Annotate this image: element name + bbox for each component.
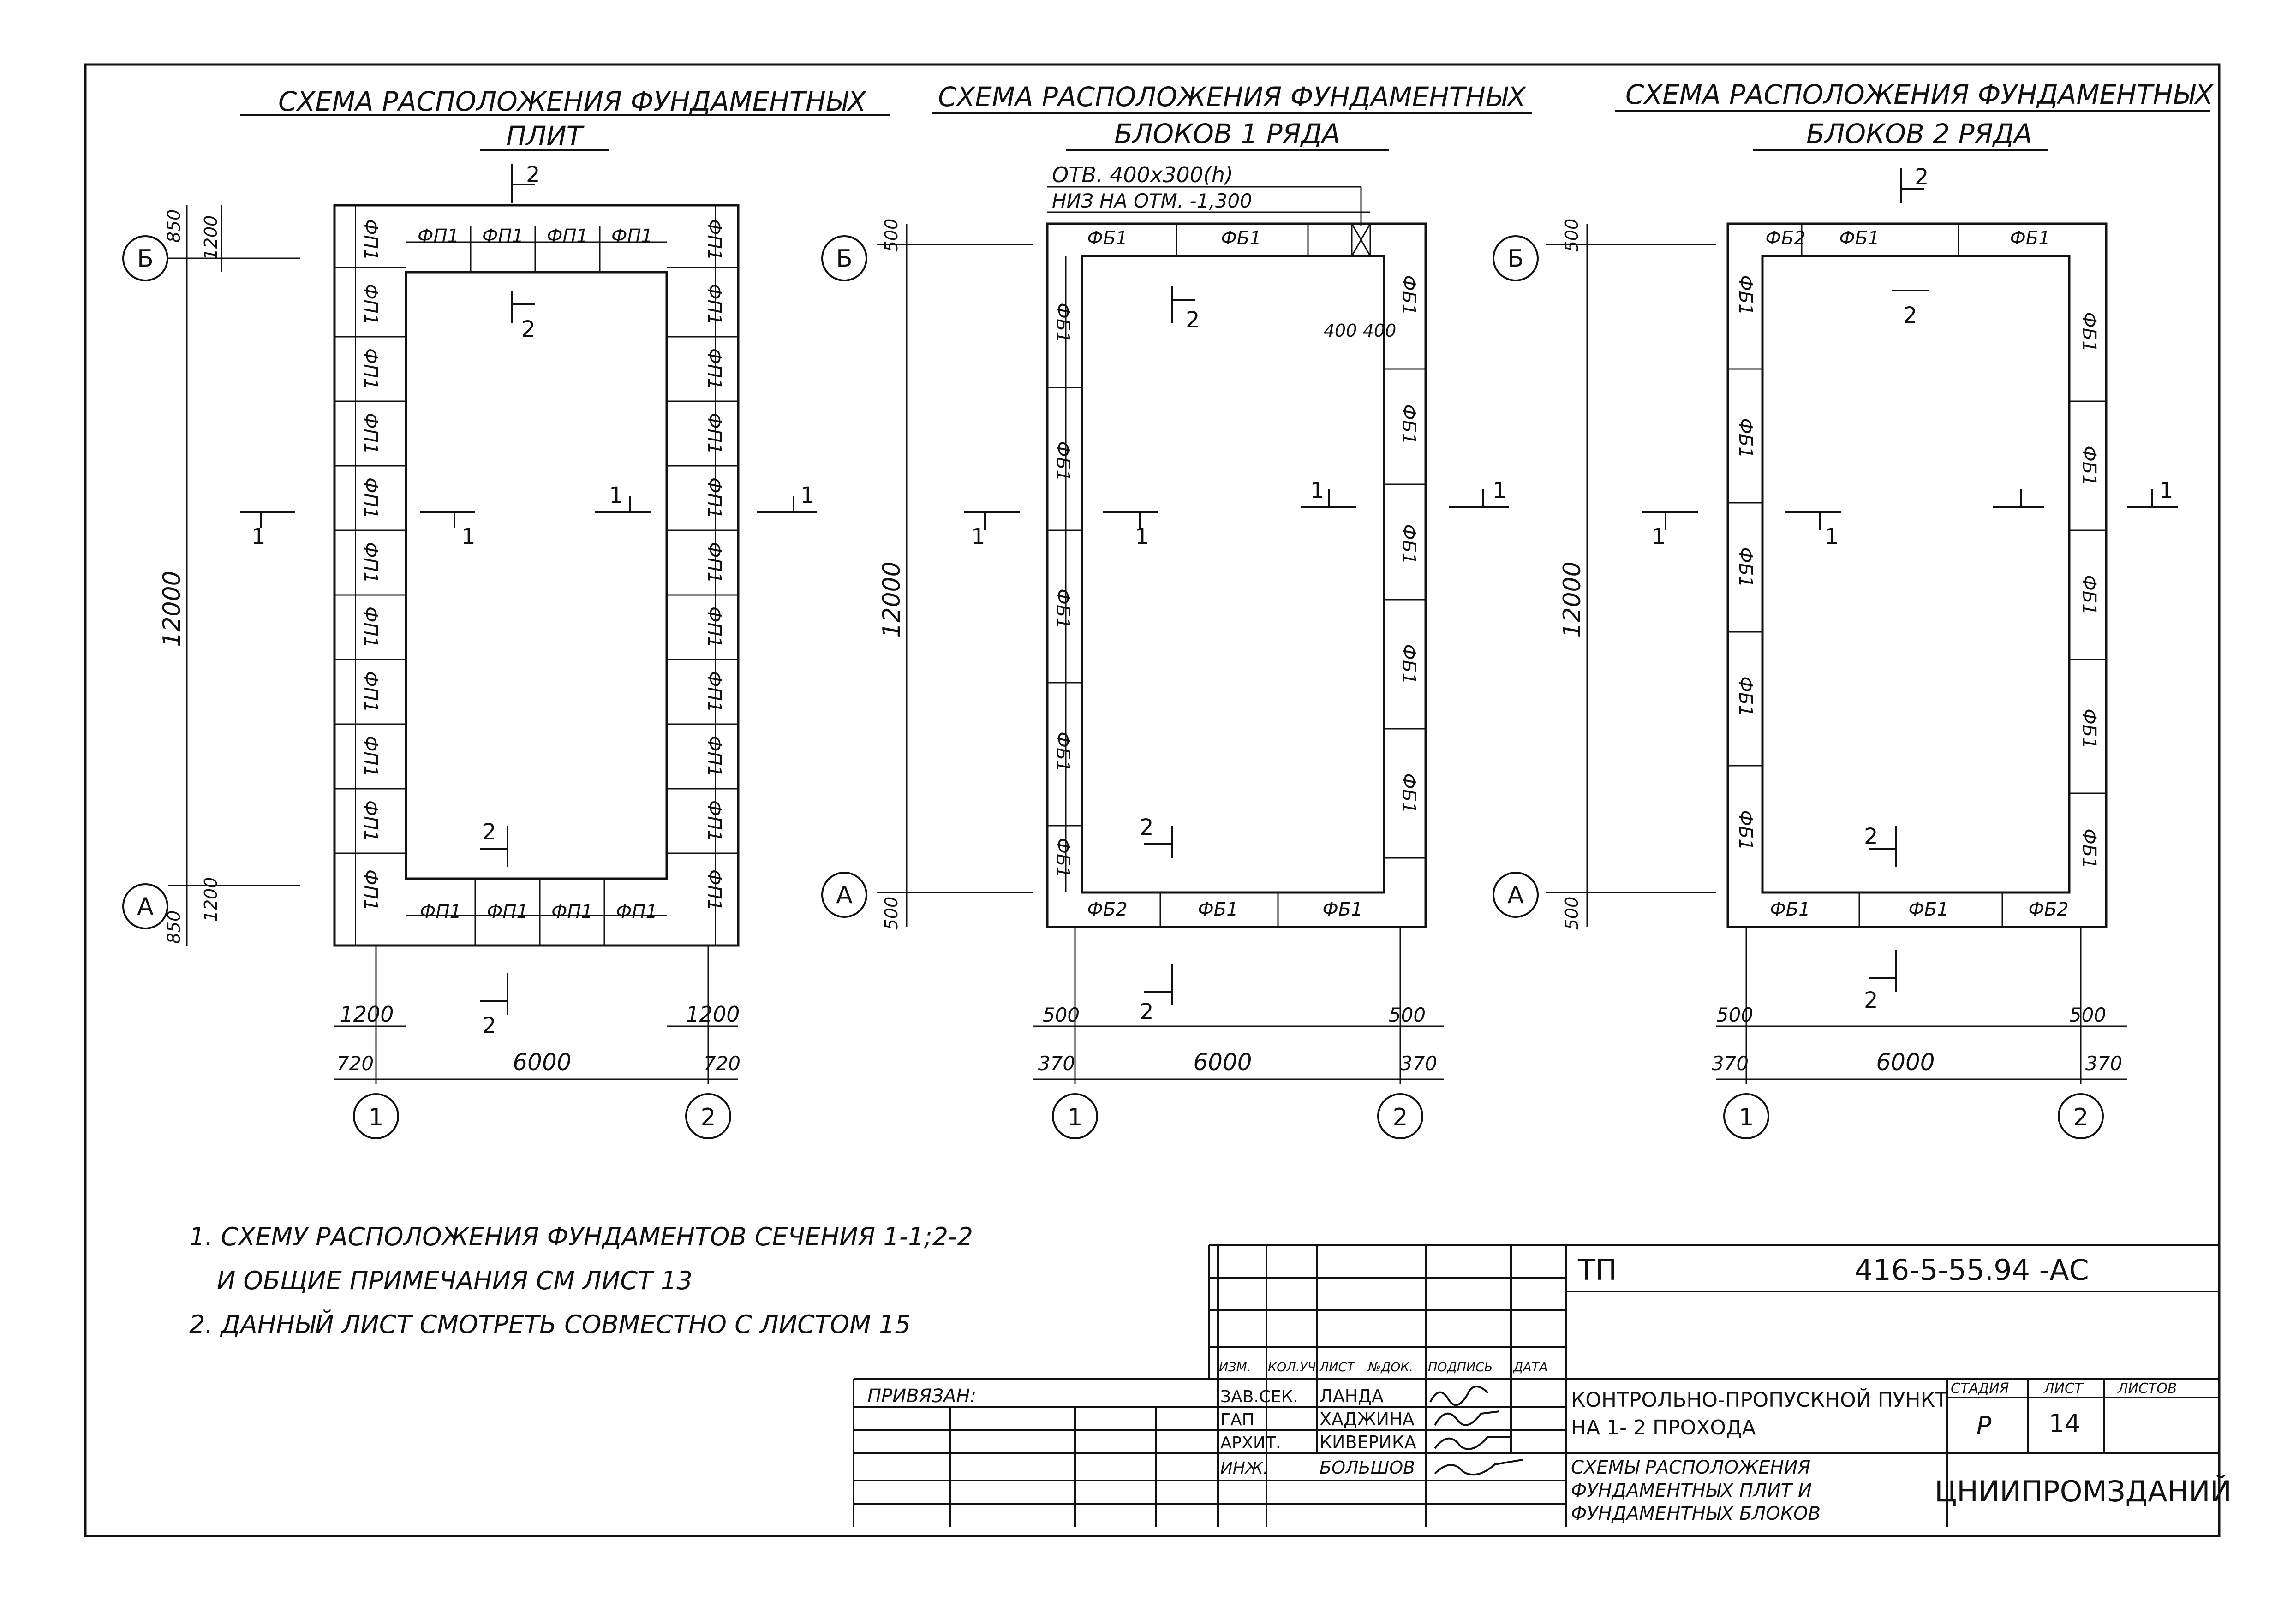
block-label: ФП1 (420, 901, 461, 922)
axis-label-b: Б (1507, 245, 1524, 273)
doc-code-prefix: ТП (1578, 1253, 1617, 1287)
dim-wall: 500 (2069, 1004, 2107, 1026)
block-label: ФБ1 (1398, 275, 1419, 315)
dim-wall: 1200 (686, 1002, 740, 1027)
block-label: ФП1 (487, 901, 528, 922)
section-label-2: 2 (482, 1013, 496, 1039)
section-label-2: 2 (526, 162, 540, 188)
note-line-2: И ОБЩИЕ ПРИМЕЧАНИЯ СМ ЛИСТ 13 (217, 1266, 693, 1295)
section-label-1: 1 (609, 482, 623, 508)
dim-offset: 720 (336, 1052, 374, 1075)
block-label: ФБ1 (1735, 810, 1756, 851)
section-label-1: 1 (1825, 524, 1839, 550)
sheet-label: ЛИСТ (2044, 1380, 2083, 1397)
sheets-label: ЛИСТОВ (2118, 1380, 2177, 1397)
section-label-1: 1 (971, 524, 985, 550)
block-label: ФБ1 (1322, 899, 1363, 920)
block-label: ФП1 (704, 348, 725, 390)
block-label: ФБ1 (1908, 899, 1949, 920)
doc-code: 416-5-55.94 -АС (1855, 1253, 2089, 1287)
person-name: ЛАНДА (1320, 1386, 1384, 1406)
dim-offset: 720 (703, 1052, 741, 1075)
block-label: ФБ1 (2078, 708, 2100, 749)
section-label-1: 1 (800, 482, 815, 508)
header-col: ИЗМ. (1219, 1360, 1251, 1374)
person-name: БОЛЬШОВ (1320, 1457, 1415, 1478)
hole-note-line1: ОТВ. 400х300(h) (1052, 162, 1233, 187)
scheme-3-title-line2: БЛОКОВ 2 РЯДА (1806, 118, 2032, 149)
dim-width: 6000 (513, 1049, 572, 1076)
block-label: ФБ1 (1052, 441, 1073, 482)
project-title-line1: КОНТРОЛЬНО-ПРОПУСКНОЙ ПУНКТ (1571, 1388, 1947, 1412)
section-label-1: 1 (1493, 478, 1507, 504)
section-label-2: 2 (1864, 987, 1878, 1013)
block-label: ФП1 (611, 226, 653, 247)
sheet-number: 14 (2048, 1409, 2081, 1438)
privyazan-label: ПРИВЯЗАН: (867, 1386, 976, 1407)
header-col: №ДОК. (1368, 1360, 1414, 1374)
block-label: ФБ1 (2078, 828, 2100, 869)
header-col: ЛИСТ (1320, 1360, 1355, 1374)
scheme-2-title-line1: СХЕМА РАСПОЛОЖЕНИЯ ФУНДАМЕНТНЫХ (938, 81, 1526, 113)
block-label: ФП1 (704, 800, 725, 842)
block-label: ФБ1 (1052, 303, 1073, 343)
block-label: ФБ1 (1398, 644, 1419, 684)
block-label: ФБ1 (2078, 446, 2100, 486)
block-label: ФБ1 (1735, 547, 1756, 588)
stage-label: СТАДИЯ (1951, 1380, 2009, 1397)
block-label: ФБ2 (1765, 228, 1806, 249)
header-col: ДАТА (1513, 1360, 1548, 1374)
dim-offset: 370 (1038, 1052, 1075, 1075)
block-label: ФБ1 (1398, 524, 1419, 565)
axis-label-2: 2 (1392, 1104, 1408, 1131)
block-label: ФБ1 (1052, 589, 1073, 629)
block-label: ФП1 (704, 477, 725, 519)
header-col: КОЛ.УЧ. (1268, 1360, 1320, 1374)
section-label-1: 1 (461, 524, 476, 550)
section-label-2: 2 (1915, 164, 1929, 190)
role-label: ГАП (1220, 1410, 1254, 1429)
block-label: ФП1 (547, 226, 588, 247)
stage-value: Р (1976, 1411, 1992, 1440)
axis-label-b: Б (137, 245, 154, 273)
block-label: ФП1 (704, 219, 725, 261)
block-label: ФБ1 (1735, 676, 1756, 717)
note-line-1: 1. СХЕМУ РАСПОЛОЖЕНИЯ ФУНДАМЕНТОВ СЕЧЕНИЯ 1-1;2-2 (189, 1222, 973, 1251)
axis-label-2: 2 (2073, 1104, 2089, 1131)
block-label: ФП1 (360, 413, 381, 454)
organization: ЦНИИПРОМЗДАНИЙ (1935, 1475, 2232, 1508)
section-label-1: 1 (2159, 478, 2174, 504)
person-name: ХАДЖИНА (1320, 1409, 1415, 1429)
block-label: ФП1 (360, 800, 381, 842)
dim-wall: 1200 (340, 1002, 394, 1027)
scheme-plates (123, 86, 890, 1138)
block-label: ФП1 (360, 284, 381, 325)
project-title-line2: НА 1- 2 ПРОХОДА (1571, 1416, 1756, 1440)
block-label: ФП1 (616, 901, 657, 922)
block-label: ФП1 (704, 671, 725, 713)
block-label: ФБ1 (1198, 899, 1238, 920)
block-label: ФБ1 (1221, 228, 1261, 249)
block-label: ФБ1 (1398, 404, 1419, 445)
dim-height: 12000 (1559, 561, 1586, 638)
section-label-1: 1 (1652, 524, 1666, 550)
axis-label-1: 1 (368, 1104, 384, 1131)
dim-edge: 500 (1562, 896, 1582, 930)
dim-offset: 370 (2085, 1052, 2123, 1075)
dim-edge: 850 (164, 209, 184, 243)
block-label: ФБ1 (1839, 228, 1880, 249)
section-label-1: 1 (1310, 478, 1325, 504)
axis-label-1: 1 (1067, 1104, 1083, 1131)
scheme-blocks-row2 (1493, 79, 2214, 1138)
sheet-title-line1: СХЕМЫ РАСПОЛОЖЕНИЯ (1571, 1457, 1811, 1478)
dim-width: 6000 (1193, 1049, 1252, 1076)
block-label: ФБ1 (1735, 275, 1756, 315)
section-label-2: 2 (1864, 824, 1878, 850)
role-label: ЗАВ.СЕК. (1220, 1387, 1298, 1406)
block-label: ФБ2 (2028, 899, 2069, 920)
scheme-blocks-row1 (822, 81, 1532, 1138)
block-label: ФП1 (360, 869, 381, 911)
block-label: ФП1 (360, 607, 381, 648)
block-label: ФП1 (360, 219, 381, 261)
dim-edge: 850 (164, 910, 184, 944)
axis-label-1: 1 (1738, 1104, 1754, 1131)
section-label-1: 1 (251, 524, 266, 550)
block-label: ФБ1 (2078, 312, 2100, 352)
block-label: ФП1 (551, 901, 593, 922)
block-label: ФП1 (418, 226, 459, 247)
block-label: ФП1 (360, 477, 381, 519)
block-label: ФБ1 (2010, 228, 2050, 249)
block-label: ФП1 (360, 736, 381, 777)
section-label-2: 2 (1140, 999, 1154, 1025)
dim-edge: 500 (1562, 218, 1582, 252)
axis-label-a: А (137, 893, 154, 921)
scheme-2-title-line2: БЛОКОВ 1 РЯДА (1114, 118, 1340, 149)
sheet-title-line2: ФУНДАМЕНТНЫХ ПЛИТ И (1571, 1480, 1812, 1501)
dim-wall: 500 (1042, 1004, 1080, 1026)
section-label-2: 2 (521, 316, 536, 342)
axis-label-a: А (836, 881, 853, 909)
dim-height: 12000 (158, 571, 186, 647)
scheme-1-title-line1: СХЕМА РАСПОЛОЖЕНИЯ ФУНДАМЕНТНЫХ (278, 86, 866, 117)
block-label: ФП1 (704, 542, 725, 583)
person-name: КИВЕРИКА (1320, 1432, 1416, 1452)
dim-width: 6000 (1876, 1049, 1935, 1076)
block-label: ФП1 (704, 869, 725, 911)
axis-label-2: 2 (700, 1104, 716, 1131)
block-label: ФП1 (704, 284, 725, 325)
block-label: ФБ2 (1087, 899, 1128, 920)
dim-offset: 370 (1400, 1052, 1438, 1075)
block-label: ФБ1 (1735, 418, 1756, 458)
dim-edge: 500 (881, 896, 902, 930)
role-label: ИНЖ. (1220, 1459, 1269, 1478)
block-label: ФБ1 (1770, 899, 1810, 920)
dim-offset: 370 (1711, 1052, 1749, 1075)
sheet-title-line3: ФУНДАМЕНТНЫХ БЛОКОВ (1571, 1503, 1821, 1524)
dim-strip: 1200 (201, 215, 221, 260)
dim-strip: 1200 (201, 877, 221, 922)
section-label-2: 2 (1903, 303, 1917, 328)
header-col: ПОДПИСЬ (1428, 1360, 1493, 1374)
block-label: ФП1 (360, 348, 381, 390)
block-label: ФП1 (482, 226, 524, 247)
section-label-1: 1 (1135, 524, 1149, 550)
hole-dim: 400 (1323, 321, 1357, 341)
hole-dim: 400 (1362, 321, 1397, 341)
hole-note-line2: НИЗ НА ОТМ. -1,300 (1052, 190, 1252, 212)
axis-label-a: А (1507, 881, 1524, 909)
block-label: ФП1 (360, 671, 381, 713)
dim-wall: 500 (1388, 1004, 1426, 1026)
block-label: ФП1 (704, 736, 725, 777)
section-label-2: 2 (482, 819, 496, 845)
axis-label-b: Б (836, 245, 853, 273)
block-label: ФП1 (704, 413, 725, 454)
note-line-3: 2. ДАННЫЙ ЛИСТ СМОТРЕТЬ СОВМЕСТНО С ЛИСТОМ 15 (189, 1310, 911, 1339)
scheme-3-title-line1: СХЕМА РАСПОЛОЖЕНИЯ ФУНДАМЕНТНЫХ (1625, 79, 2213, 110)
block-label: ФП1 (360, 542, 381, 583)
section-label-2: 2 (1186, 307, 1200, 333)
dim-wall: 500 (1716, 1004, 1754, 1026)
block-label: ФП1 (704, 607, 725, 648)
section-label-2: 2 (1140, 815, 1154, 840)
scheme-1-title-line2: ПЛИТ (506, 120, 583, 152)
dim-edge: 500 (881, 218, 902, 252)
dim-height: 12000 (878, 561, 906, 638)
block-label: ФБ1 (1087, 228, 1128, 249)
block-label: ФБ1 (2078, 575, 2100, 615)
block-label: ФБ1 (1398, 773, 1419, 814)
block-label: ФБ1 (1052, 838, 1073, 878)
role-label: АРХИТ. (1220, 1434, 1281, 1452)
block-label: ФБ1 (1052, 732, 1073, 772)
